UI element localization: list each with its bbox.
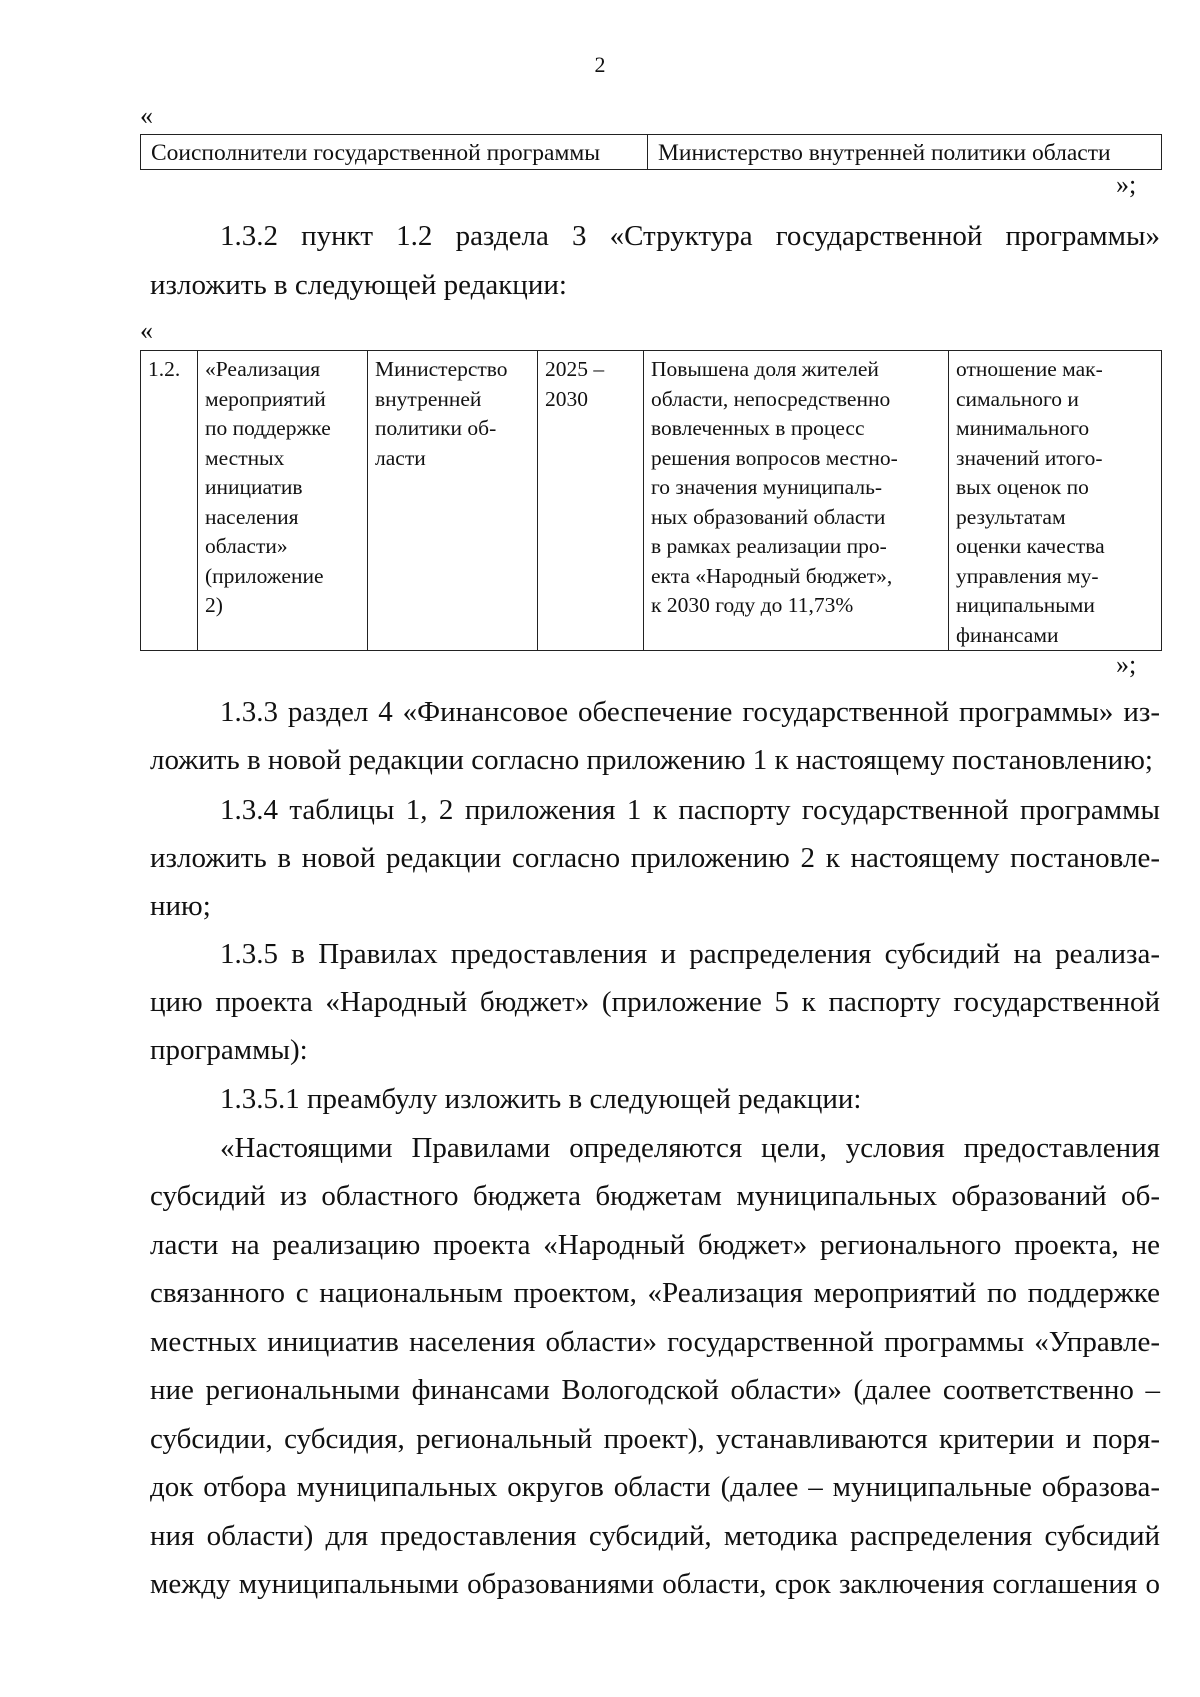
co-executors-value: Министерство внутренней политики области (648, 135, 1162, 170)
structure-period: 2025 – 2030 (538, 351, 644, 651)
opening-quote: « (140, 316, 153, 345)
quoted-preamble-line: местных инициатив населения области» государственной программы «Управле- (150, 1326, 1160, 1358)
structure-indicator: отношение мак- симального и минимального значений итого- вых оценок по результатам оценки качества управления му- ниципальными финансами (949, 351, 1162, 651)
table-row (141, 351, 1162, 651)
quoted-preamble-line: между муниципальными образованиями области, срок заключения соглашения о (150, 1568, 1160, 1600)
paragraph-1-3-5-line: программы): (150, 1034, 308, 1066)
paragraph-1-3-5-line: цию проекта «Народный бюджет» (приложение 5 к паспорту государственной (150, 986, 1160, 1018)
page-number: 2 (594, 52, 606, 77)
closing-quote: »; (1116, 170, 1137, 199)
quoted-preamble-line: субсидии, субсидия, региональный проект), устанавливаются критерии и поря- (150, 1423, 1160, 1455)
structure-executor: Министерство внутренней политики об- ласти (368, 351, 538, 651)
opening-quote: « (140, 101, 153, 130)
quoted-preamble-line: ласти на реализацию проекта «Народный бюджет» регионального проекта, не (150, 1229, 1160, 1261)
table-row (141, 135, 1162, 170)
quoted-preamble-line: док отбора муниципальных округов области (далее – муниципальные образова- (150, 1471, 1160, 1503)
paragraph-1-3-5-line: 1.3.5 в Правилах предоставления и распределения субсидий на реализа- (220, 938, 1160, 970)
quoted-preamble-line: ния области) для предоставления субсидий, методика распределения субсидий (150, 1520, 1160, 1552)
paragraph-1-3-4-line: 1.3.4 таблицы 1, 2 приложения 1 к паспорту государственной программы (220, 794, 1160, 826)
paragraph-1-3-3-line: ложить в новой редакции согласно приложению 1 к настоящему постановлению; (150, 744, 1153, 776)
paragraph-1-3-4-line: нию; (150, 890, 211, 922)
structure-name: «Реализация мероприятий по поддержке местных инициатив населения области» (приложение 2) (198, 351, 368, 651)
paragraph-1-3-2: 1.3.2 пункт 1.2 раздела 3 «Структура государственной программы» изложить в следующей редакции: (150, 220, 1160, 301)
paragraph-1-3-3-line: 1.3.3 раздел 4 «Финансовое обеспечение государственной программы» из- (220, 696, 1160, 728)
co-executors-table (140, 134, 1162, 170)
structure-num: 1.2. (141, 351, 198, 651)
structure-table (140, 350, 1162, 651)
quoted-preamble-line: «Настоящими Правилами определяются цели, условия предоставления (220, 1132, 1160, 1164)
co-executors-label: Соисполнители государственной программы (141, 135, 648, 170)
quoted-preamble-line: субсидий из областного бюджета бюджетам муниципальных образований об- (150, 1180, 1160, 1212)
closing-quote: »; (1116, 650, 1137, 679)
quoted-preamble-line: ние региональными финансами Вологодской области» (далее соответственно – (150, 1374, 1160, 1406)
paragraph-1-3-4-line: изложить в новой редакции согласно приложению 2 к настоящему постановле- (150, 842, 1160, 874)
paragraph-1-3-5-1: 1.3.5.1 преамбулу изложить в следующей редакции: (220, 1083, 862, 1115)
structure-result: Повышена доля жителей области, непосредственно вовлеченных в процесс решения вопросов местно- го значения муниципаль- ных образований области в рамках реализации про- екта «Народный бюджет», к 2030 году до 11,73% (644, 351, 949, 651)
quoted-preamble-line: связанного с национальным проектом, «Реализация мероприятий по поддержке (150, 1277, 1160, 1309)
